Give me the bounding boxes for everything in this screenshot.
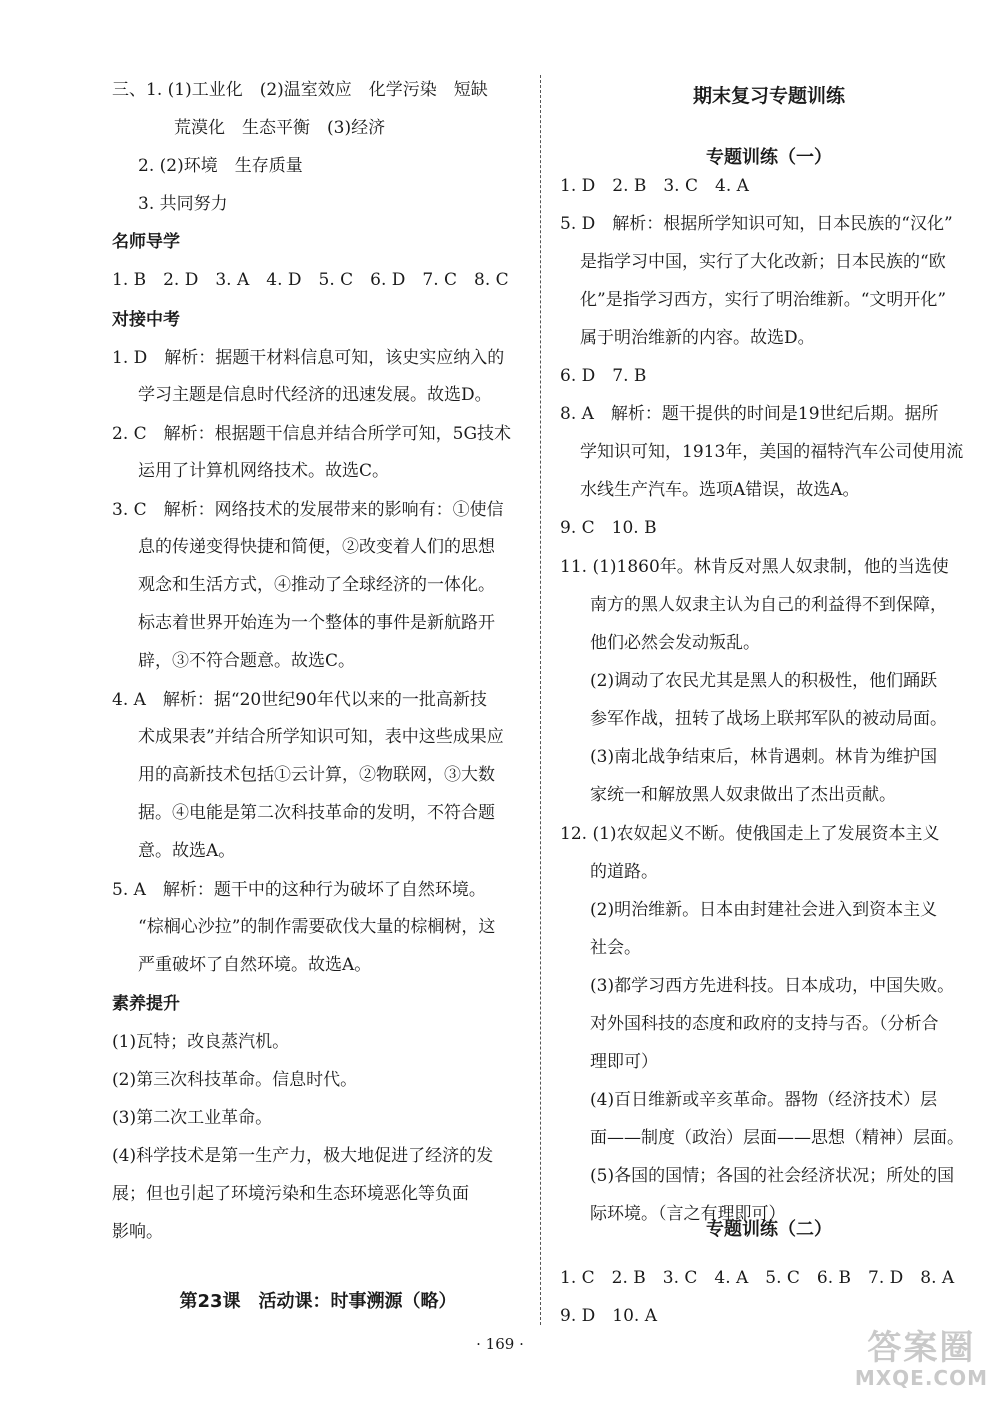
text-line: 荒漠化 生态平衡 (3)经济: [174, 118, 386, 138]
text-line: (1)瓦特；改良蒸汽机。: [112, 1032, 290, 1052]
text-line: 1. C 2. B 3. C 4. A 5. C 6. B 7. D 8. A: [560, 1268, 955, 1288]
watermark-text-top: 答案圈: [867, 1328, 976, 1368]
text-line: 学习主题是信息时代经济的迅速发展。故选D。: [138, 385, 492, 405]
text-line: 5. A 解析：题干中的这种行为破坏了自然环境。: [112, 880, 486, 900]
text-line: 9. C 10. B: [560, 518, 657, 538]
text-line: 水线生产汽车。选项A错误，故选A。: [580, 480, 860, 500]
text-line: 8. A 解析：题干提供的时间是19世纪后期。据所: [560, 404, 939, 424]
text-line: 理即可）: [590, 1052, 658, 1072]
text-line: 社会。: [590, 938, 641, 958]
section-title-2: 专题训练（二）: [706, 1219, 832, 1240]
text-line: (3)第二次工业革命。: [112, 1108, 273, 1128]
text-line: (2)调动了农民尤其是黑人的积极性，他们踊跃: [590, 671, 938, 691]
text-line: 南方的黑人奴隶主认为自己的利益得不到保障，: [590, 595, 947, 615]
text-line: 3. C 解析：网络技术的发展带来的影响有：①使信: [112, 500, 504, 520]
text-line: 观念和生活方式，④推动了全球经济的一体化。: [138, 575, 495, 595]
text-line: 1. D 解析：据题干材料信息可知，该史实应纳入的: [112, 348, 505, 368]
text-line: 用的高新技术包括①云计算，②物联网，③大数: [138, 765, 495, 785]
section-heading: 素养提升: [112, 994, 180, 1014]
text-line: (4)科学技术是第一生产力，极大地促进了经济的发: [112, 1146, 494, 1166]
text-line: 的道路。: [590, 862, 658, 882]
text-line: 三、1. (1)工业化 (2)温室效应 化学污染 短缺: [112, 80, 488, 100]
text-line: 属于明治维新的内容。故选D。: [580, 328, 815, 348]
text-line: 运用了计算机网络技术。故选C。: [138, 461, 390, 481]
text-line: “棕榈心沙拉”的制作需要砍伐大量的棕榈树，这: [138, 917, 496, 937]
text-line: 1. D 2. B 3. C 4. A: [560, 176, 749, 196]
text-line: 是指学习中国，实行了大化改新；日本民族的“欧: [580, 252, 946, 272]
text-line: 3. 共同努力: [138, 194, 228, 214]
watermark-text-bottom: MXQE.COM: [854, 1366, 988, 1390]
text-line: 术成果表”并结合所学知识可知，表中这些成果应: [138, 727, 504, 747]
text-line: (3)南北战争结束后，林肯遇刺。林肯为维护国: [590, 747, 938, 767]
text-line: (3)都学习西方先进科技。日本成功，中国失败。: [590, 976, 955, 996]
text-line: 严重破坏了自然环境。故选A。: [138, 955, 372, 975]
text-line: 辟，③不符合题意。故选C。: [138, 651, 356, 671]
text-line: 展；但也引起了环境污染和生态环境恶化等负面: [112, 1184, 469, 1204]
text-line: 家统一和解放黑人奴隶做出了杰出贡献。: [590, 785, 896, 805]
text-line: (4)百日维新或辛亥革命。器物（经济技术）层: [590, 1090, 938, 1110]
text-line: 学知识可知，1913年，美国的福特汽车公司使用流: [580, 442, 964, 462]
text-line: 影响。: [112, 1222, 163, 1242]
text-line: (2)第三次科技革命。信息时代。: [112, 1070, 358, 1090]
text-line: 4. A 解析：据“20世纪90年代以来的一批高新技: [112, 690, 487, 710]
watermark-logo: [855, 1329, 988, 1389]
main-title: 期末复习专题训练: [692, 85, 845, 107]
section-heading: 名师导学: [112, 232, 180, 252]
text-line: 他们必然会发动叛乱。: [590, 633, 760, 653]
text-line: 12. (1)农奴起义不断。使俄国走上了发展资本主义: [560, 824, 940, 844]
text-line: 息的传递变得快捷和简便，②改变着人们的思想: [138, 537, 495, 557]
section-title-1: 专题训练（一）: [706, 147, 832, 168]
text-line: 际环境。（言之有理即可）: [590, 1204, 786, 1224]
text-line: 2. (2)环境 生存质量: [138, 156, 303, 176]
text-line: 标志着世界开始连为一个整体的事件是新航路开: [138, 613, 495, 633]
text-line: 参军作战，扭转了战场上联邦军队的被动局面。: [590, 709, 947, 729]
text-line: 5. D 解析：根据所学知识可知，日本民族的“汉化”: [560, 214, 953, 234]
text-line: 9. D 10. A: [560, 1306, 657, 1326]
text-line: 对外国科技的态度和政府的支持与否。（分析合: [590, 1014, 939, 1034]
text-line: 2. C 解析：根据题干信息并结合所学可知，5G技术: [112, 424, 512, 444]
text-line: (5)各国的国情；各国的社会经济状况；所处的国: [590, 1166, 955, 1186]
text-line: 6. D 7. B: [560, 366, 647, 386]
text-line: 化”是指学习西方，实行了明治维新。“文明开化”: [580, 290, 947, 310]
text-line: 意。故选A。: [138, 841, 236, 861]
lesson-title: 第23课 活动课：时事溯源（略）: [179, 1291, 457, 1312]
page-number: · 169 ·: [476, 1335, 524, 1353]
text-line: 面——制度（政治）层面——思想（精神）层面。: [590, 1128, 964, 1148]
text-line: (2)明治维新。日本由封建社会进入到资本主义: [590, 900, 938, 920]
text-line: 据。④电能是第二次科技革命的发明，不符合题: [138, 803, 495, 823]
column-divider: [540, 75, 541, 1325]
text-line: 1. B 2. D 3. A 4. D 5. C 6. D 7. C 8. C: [112, 270, 509, 290]
text-line: 11. (1)1860年。林肯反对黑人奴隶制，他的当选使: [560, 557, 949, 577]
section-heading: 对接中考: [112, 310, 180, 330]
